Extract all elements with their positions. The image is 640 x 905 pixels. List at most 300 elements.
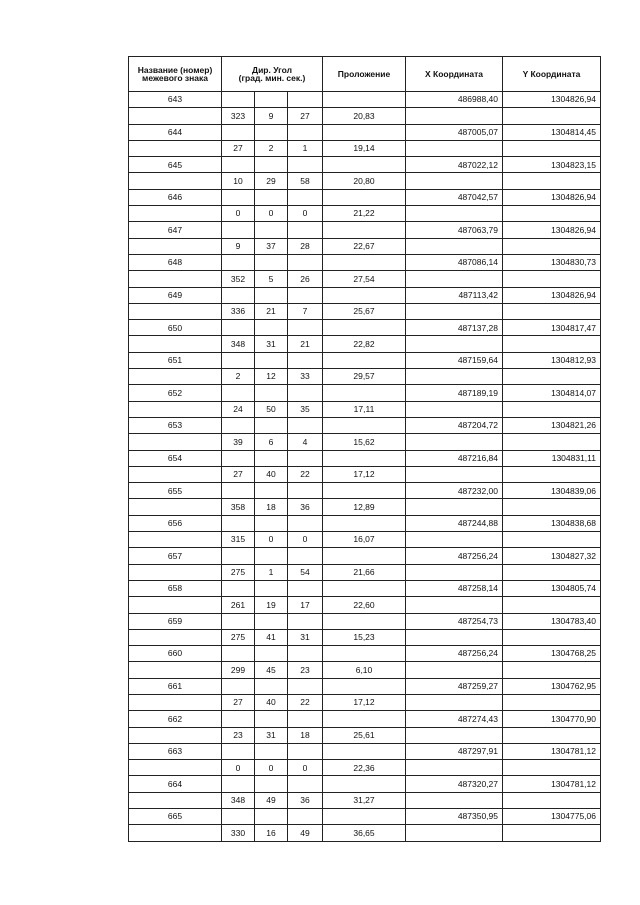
segment-row xyxy=(129,727,601,743)
point-name: 658 xyxy=(129,580,222,596)
empty-cell xyxy=(255,124,288,140)
angle-degrees: 358 xyxy=(222,499,255,515)
angle-minutes: 2 xyxy=(255,140,288,156)
empty-cell xyxy=(288,483,323,499)
empty-cell xyxy=(503,238,601,254)
empty-cell xyxy=(406,140,503,156)
empty-cell xyxy=(406,792,503,808)
segment-row xyxy=(129,369,601,385)
angle-seconds: 17 xyxy=(288,597,323,613)
empty-cell xyxy=(406,694,503,710)
distance-value: 22,60 xyxy=(323,597,406,613)
angle-seconds: 28 xyxy=(288,238,323,254)
empty-cell xyxy=(288,254,323,270)
point-name: 653 xyxy=(129,417,222,433)
empty-cell xyxy=(406,597,503,613)
angle-seconds: 4 xyxy=(288,434,323,450)
point-name: 662 xyxy=(129,711,222,727)
point-name: 664 xyxy=(129,776,222,792)
empty-cell xyxy=(323,320,406,336)
distance-value: 17,12 xyxy=(323,466,406,482)
empty-cell xyxy=(323,124,406,140)
x-coordinate: 487005,07 xyxy=(406,124,503,140)
distance-value: 22,82 xyxy=(323,336,406,352)
point-name: 650 xyxy=(129,320,222,336)
angle-degrees: 261 xyxy=(222,597,255,613)
y-coordinate: 1304826,94 xyxy=(503,222,601,238)
distance-value: 12,89 xyxy=(323,499,406,515)
angle-minutes: 29 xyxy=(255,173,288,189)
point-name: 654 xyxy=(129,450,222,466)
empty-cell xyxy=(222,483,255,499)
empty-cell xyxy=(503,369,601,385)
x-coordinate: 487320,27 xyxy=(406,776,503,792)
empty-cell xyxy=(323,450,406,466)
x-coordinate: 487274,43 xyxy=(406,711,503,727)
y-coordinate: 1304775,06 xyxy=(503,809,601,825)
point-row xyxy=(129,711,601,727)
angle-minutes: 0 xyxy=(255,532,288,548)
distance-value: 20,83 xyxy=(323,108,406,124)
empty-cell xyxy=(406,499,503,515)
empty-cell xyxy=(222,352,255,368)
angle-minutes: 18 xyxy=(255,499,288,515)
empty-cell xyxy=(222,254,255,270)
angle-seconds: 7 xyxy=(288,303,323,319)
empty-cell xyxy=(129,401,222,417)
empty-cell xyxy=(288,776,323,792)
x-coordinate: 487204,72 xyxy=(406,417,503,433)
empty-cell xyxy=(288,678,323,694)
empty-cell xyxy=(323,287,406,303)
empty-cell xyxy=(503,271,601,287)
segment-row xyxy=(129,303,601,319)
y-coordinate: 1304762,95 xyxy=(503,678,601,694)
empty-cell xyxy=(406,532,503,548)
empty-cell xyxy=(222,580,255,596)
point-row xyxy=(129,743,601,759)
empty-cell xyxy=(222,320,255,336)
empty-cell xyxy=(503,303,601,319)
segment-row xyxy=(129,108,601,124)
empty-cell xyxy=(503,336,601,352)
empty-cell xyxy=(323,809,406,825)
angle-seconds: 31 xyxy=(288,629,323,645)
segment-row xyxy=(129,336,601,352)
x-coordinate: 487086,14 xyxy=(406,254,503,270)
empty-cell xyxy=(222,548,255,564)
empty-cell xyxy=(255,646,288,662)
empty-cell xyxy=(255,385,288,401)
y-coordinate: 1304830,73 xyxy=(503,254,601,270)
angle-minutes: 6 xyxy=(255,434,288,450)
point-row xyxy=(129,189,601,205)
empty-cell xyxy=(222,515,255,531)
x-coordinate: 486988,40 xyxy=(406,92,503,108)
x-coordinate: 487137,28 xyxy=(406,320,503,336)
empty-cell xyxy=(323,776,406,792)
empty-cell xyxy=(406,401,503,417)
distance-value: 17,12 xyxy=(323,694,406,710)
point-row xyxy=(129,92,601,108)
point-row xyxy=(129,776,601,792)
point-row xyxy=(129,385,601,401)
header-distance: Проложение xyxy=(323,57,406,92)
empty-cell xyxy=(255,580,288,596)
point-row xyxy=(129,254,601,270)
x-coordinate: 487216,84 xyxy=(406,450,503,466)
angle-degrees: 27 xyxy=(222,694,255,710)
point-name: 663 xyxy=(129,743,222,759)
x-coordinate: 487244,88 xyxy=(406,515,503,531)
empty-cell xyxy=(129,532,222,548)
point-name: 656 xyxy=(129,515,222,531)
empty-cell xyxy=(406,564,503,580)
segment-row xyxy=(129,238,601,254)
angle-seconds: 22 xyxy=(288,466,323,482)
empty-cell xyxy=(503,401,601,417)
empty-cell xyxy=(255,157,288,173)
angle-minutes: 31 xyxy=(255,727,288,743)
empty-cell xyxy=(129,466,222,482)
empty-cell xyxy=(129,694,222,710)
segment-row xyxy=(129,564,601,580)
empty-cell xyxy=(503,825,601,841)
x-coordinate: 487256,24 xyxy=(406,548,503,564)
angle-degrees: 27 xyxy=(222,140,255,156)
y-coordinate: 1304781,12 xyxy=(503,743,601,759)
angle-seconds: 49 xyxy=(288,825,323,841)
empty-cell xyxy=(406,271,503,287)
empty-cell xyxy=(323,678,406,694)
empty-cell xyxy=(323,417,406,433)
segment-row xyxy=(129,499,601,515)
y-coordinate: 1304838,68 xyxy=(503,515,601,531)
empty-cell xyxy=(503,532,601,548)
distance-value: 19,14 xyxy=(323,140,406,156)
empty-cell xyxy=(288,157,323,173)
empty-cell xyxy=(255,483,288,499)
empty-cell xyxy=(222,678,255,694)
distance-value: 36,65 xyxy=(323,825,406,841)
segment-row xyxy=(129,140,601,156)
empty-cell xyxy=(255,287,288,303)
empty-cell xyxy=(255,254,288,270)
angle-minutes: 45 xyxy=(255,662,288,678)
empty-cell xyxy=(323,157,406,173)
empty-cell xyxy=(129,629,222,645)
distance-value: 25,67 xyxy=(323,303,406,319)
point-name: 665 xyxy=(129,809,222,825)
segment-row xyxy=(129,760,601,776)
angle-minutes: 41 xyxy=(255,629,288,645)
empty-cell xyxy=(255,189,288,205)
angle-seconds: 54 xyxy=(288,564,323,580)
y-coordinate: 1304826,94 xyxy=(503,189,601,205)
angle-seconds: 23 xyxy=(288,662,323,678)
point-name: 661 xyxy=(129,678,222,694)
header-y: Y Координата xyxy=(503,57,601,92)
empty-cell xyxy=(129,108,222,124)
empty-cell xyxy=(503,727,601,743)
empty-cell xyxy=(129,825,222,841)
empty-cell xyxy=(222,646,255,662)
y-coordinate: 1304826,94 xyxy=(503,287,601,303)
distance-value: 16,07 xyxy=(323,532,406,548)
y-coordinate: 1304812,93 xyxy=(503,352,601,368)
empty-cell xyxy=(323,222,406,238)
empty-cell xyxy=(222,776,255,792)
empty-cell xyxy=(129,369,222,385)
empty-cell xyxy=(503,140,601,156)
angle-seconds: 58 xyxy=(288,173,323,189)
y-coordinate: 1304823,15 xyxy=(503,157,601,173)
y-coordinate: 1304783,40 xyxy=(503,613,601,629)
x-coordinate: 487254,73 xyxy=(406,613,503,629)
point-name: 646 xyxy=(129,189,222,205)
empty-cell xyxy=(222,450,255,466)
point-row xyxy=(129,613,601,629)
empty-cell xyxy=(323,548,406,564)
boundary-coordinates-document xyxy=(128,56,600,842)
empty-cell xyxy=(503,466,601,482)
empty-cell xyxy=(323,385,406,401)
angle-degrees: 27 xyxy=(222,466,255,482)
angle-degrees: 275 xyxy=(222,564,255,580)
point-row xyxy=(129,157,601,173)
empty-cell xyxy=(222,417,255,433)
angle-seconds: 21 xyxy=(288,336,323,352)
empty-cell xyxy=(503,597,601,613)
angle-degrees: 0 xyxy=(222,206,255,222)
empty-cell xyxy=(288,320,323,336)
point-row xyxy=(129,809,601,825)
point-name: 660 xyxy=(129,646,222,662)
empty-cell xyxy=(255,417,288,433)
x-coordinate: 487232,00 xyxy=(406,483,503,499)
empty-cell xyxy=(503,694,601,710)
point-name: 651 xyxy=(129,352,222,368)
distance-value: 20,80 xyxy=(323,173,406,189)
empty-cell xyxy=(406,727,503,743)
point-row xyxy=(129,417,601,433)
header-x: X Координата xyxy=(406,57,503,92)
angle-minutes: 21 xyxy=(255,303,288,319)
empty-cell xyxy=(255,809,288,825)
header-name: Название (номер) межевого знака xyxy=(129,57,222,92)
empty-cell xyxy=(222,711,255,727)
empty-cell xyxy=(323,515,406,531)
empty-cell xyxy=(288,580,323,596)
empty-cell xyxy=(288,417,323,433)
x-coordinate: 487063,79 xyxy=(406,222,503,238)
point-name: 649 xyxy=(129,287,222,303)
angle-degrees: 24 xyxy=(222,401,255,417)
point-name: 647 xyxy=(129,222,222,238)
point-row xyxy=(129,320,601,336)
empty-cell xyxy=(288,352,323,368)
empty-cell xyxy=(222,809,255,825)
angle-minutes: 1 xyxy=(255,564,288,580)
angle-degrees: 352 xyxy=(222,271,255,287)
distance-value: 22,67 xyxy=(323,238,406,254)
y-coordinate: 1304831,11 xyxy=(503,450,601,466)
empty-cell xyxy=(288,222,323,238)
empty-cell xyxy=(129,564,222,580)
empty-cell xyxy=(222,385,255,401)
angle-degrees: 0 xyxy=(222,760,255,776)
distance-value: 21,66 xyxy=(323,564,406,580)
y-coordinate: 1304805,74 xyxy=(503,580,601,596)
x-coordinate: 487159,64 xyxy=(406,352,503,368)
angle-degrees: 348 xyxy=(222,336,255,352)
empty-cell xyxy=(288,450,323,466)
empty-cell xyxy=(503,434,601,450)
empty-cell xyxy=(323,189,406,205)
empty-cell xyxy=(503,108,601,124)
angle-minutes: 0 xyxy=(255,206,288,222)
point-name: 644 xyxy=(129,124,222,140)
empty-cell xyxy=(255,613,288,629)
y-coordinate: 1304826,94 xyxy=(503,92,601,108)
empty-cell xyxy=(222,287,255,303)
empty-cell xyxy=(503,564,601,580)
segment-row xyxy=(129,597,601,613)
empty-cell xyxy=(323,483,406,499)
angle-degrees: 348 xyxy=(222,792,255,808)
x-coordinate: 487113,42 xyxy=(406,287,503,303)
point-row xyxy=(129,548,601,564)
angle-seconds: 27 xyxy=(288,108,323,124)
empty-cell xyxy=(255,320,288,336)
angle-minutes: 37 xyxy=(255,238,288,254)
empty-cell xyxy=(255,352,288,368)
angle-minutes: 31 xyxy=(255,336,288,352)
point-name: 659 xyxy=(129,613,222,629)
segment-row xyxy=(129,401,601,417)
empty-cell xyxy=(222,92,255,108)
distance-value: 31,27 xyxy=(323,792,406,808)
y-coordinate: 1304839,06 xyxy=(503,483,601,499)
angle-degrees: 275 xyxy=(222,629,255,645)
empty-cell xyxy=(406,303,503,319)
point-row xyxy=(129,678,601,694)
angle-degrees: 330 xyxy=(222,825,255,841)
empty-cell xyxy=(288,809,323,825)
empty-cell xyxy=(129,238,222,254)
distance-value: 21,22 xyxy=(323,206,406,222)
angle-degrees: 299 xyxy=(222,662,255,678)
empty-cell xyxy=(406,173,503,189)
x-coordinate: 487189,19 xyxy=(406,385,503,401)
empty-cell xyxy=(503,206,601,222)
angle-seconds: 35 xyxy=(288,401,323,417)
point-name: 643 xyxy=(129,92,222,108)
point-row xyxy=(129,515,601,531)
y-coordinate: 1304781,12 xyxy=(503,776,601,792)
empty-cell xyxy=(255,678,288,694)
segment-row xyxy=(129,662,601,678)
x-coordinate: 487022,12 xyxy=(406,157,503,173)
empty-cell xyxy=(406,825,503,841)
empty-cell xyxy=(129,140,222,156)
point-row xyxy=(129,646,601,662)
point-row xyxy=(129,222,601,238)
empty-cell xyxy=(129,271,222,287)
segment-row xyxy=(129,532,601,548)
distance-value: 17,11 xyxy=(323,401,406,417)
angle-seconds: 1 xyxy=(288,140,323,156)
angle-seconds: 36 xyxy=(288,792,323,808)
header-angle: Дир. Угол (град. мин. сек.) xyxy=(222,57,323,92)
empty-cell xyxy=(129,336,222,352)
empty-cell xyxy=(323,646,406,662)
angle-degrees: 323 xyxy=(222,108,255,124)
angle-minutes: 19 xyxy=(255,597,288,613)
segment-row xyxy=(129,173,601,189)
empty-cell xyxy=(503,662,601,678)
point-name: 652 xyxy=(129,385,222,401)
empty-cell xyxy=(222,743,255,759)
empty-cell xyxy=(503,760,601,776)
empty-cell xyxy=(129,434,222,450)
empty-cell xyxy=(288,613,323,629)
point-row xyxy=(129,450,601,466)
empty-cell xyxy=(406,108,503,124)
angle-seconds: 0 xyxy=(288,532,323,548)
x-coordinate: 487258,14 xyxy=(406,580,503,596)
empty-cell xyxy=(323,711,406,727)
point-row xyxy=(129,352,601,368)
empty-cell xyxy=(288,124,323,140)
angle-minutes: 9 xyxy=(255,108,288,124)
angle-degrees: 2 xyxy=(222,369,255,385)
empty-cell xyxy=(129,173,222,189)
angle-minutes: 0 xyxy=(255,760,288,776)
segment-row xyxy=(129,466,601,482)
angle-degrees: 23 xyxy=(222,727,255,743)
angle-degrees: 9 xyxy=(222,238,255,254)
distance-value: 15,62 xyxy=(323,434,406,450)
empty-cell xyxy=(222,613,255,629)
empty-cell xyxy=(129,662,222,678)
angle-degrees: 39 xyxy=(222,434,255,450)
y-coordinate: 1304814,45 xyxy=(503,124,601,140)
empty-cell xyxy=(222,157,255,173)
empty-cell xyxy=(129,303,222,319)
distance-value: 22,36 xyxy=(323,760,406,776)
y-coordinate: 1304827,32 xyxy=(503,548,601,564)
empty-cell xyxy=(503,173,601,189)
angle-minutes: 12 xyxy=(255,369,288,385)
distance-value: 29,57 xyxy=(323,369,406,385)
empty-cell xyxy=(503,499,601,515)
x-coordinate: 487042,57 xyxy=(406,189,503,205)
point-name: 648 xyxy=(129,254,222,270)
angle-seconds: 0 xyxy=(288,760,323,776)
segment-row xyxy=(129,206,601,222)
angle-degrees: 10 xyxy=(222,173,255,189)
empty-cell xyxy=(288,743,323,759)
point-name: 657 xyxy=(129,548,222,564)
segment-row xyxy=(129,825,601,841)
segment-row xyxy=(129,271,601,287)
angle-minutes: 40 xyxy=(255,694,288,710)
empty-cell xyxy=(129,792,222,808)
angle-minutes: 50 xyxy=(255,401,288,417)
empty-cell xyxy=(288,548,323,564)
empty-cell xyxy=(129,760,222,776)
